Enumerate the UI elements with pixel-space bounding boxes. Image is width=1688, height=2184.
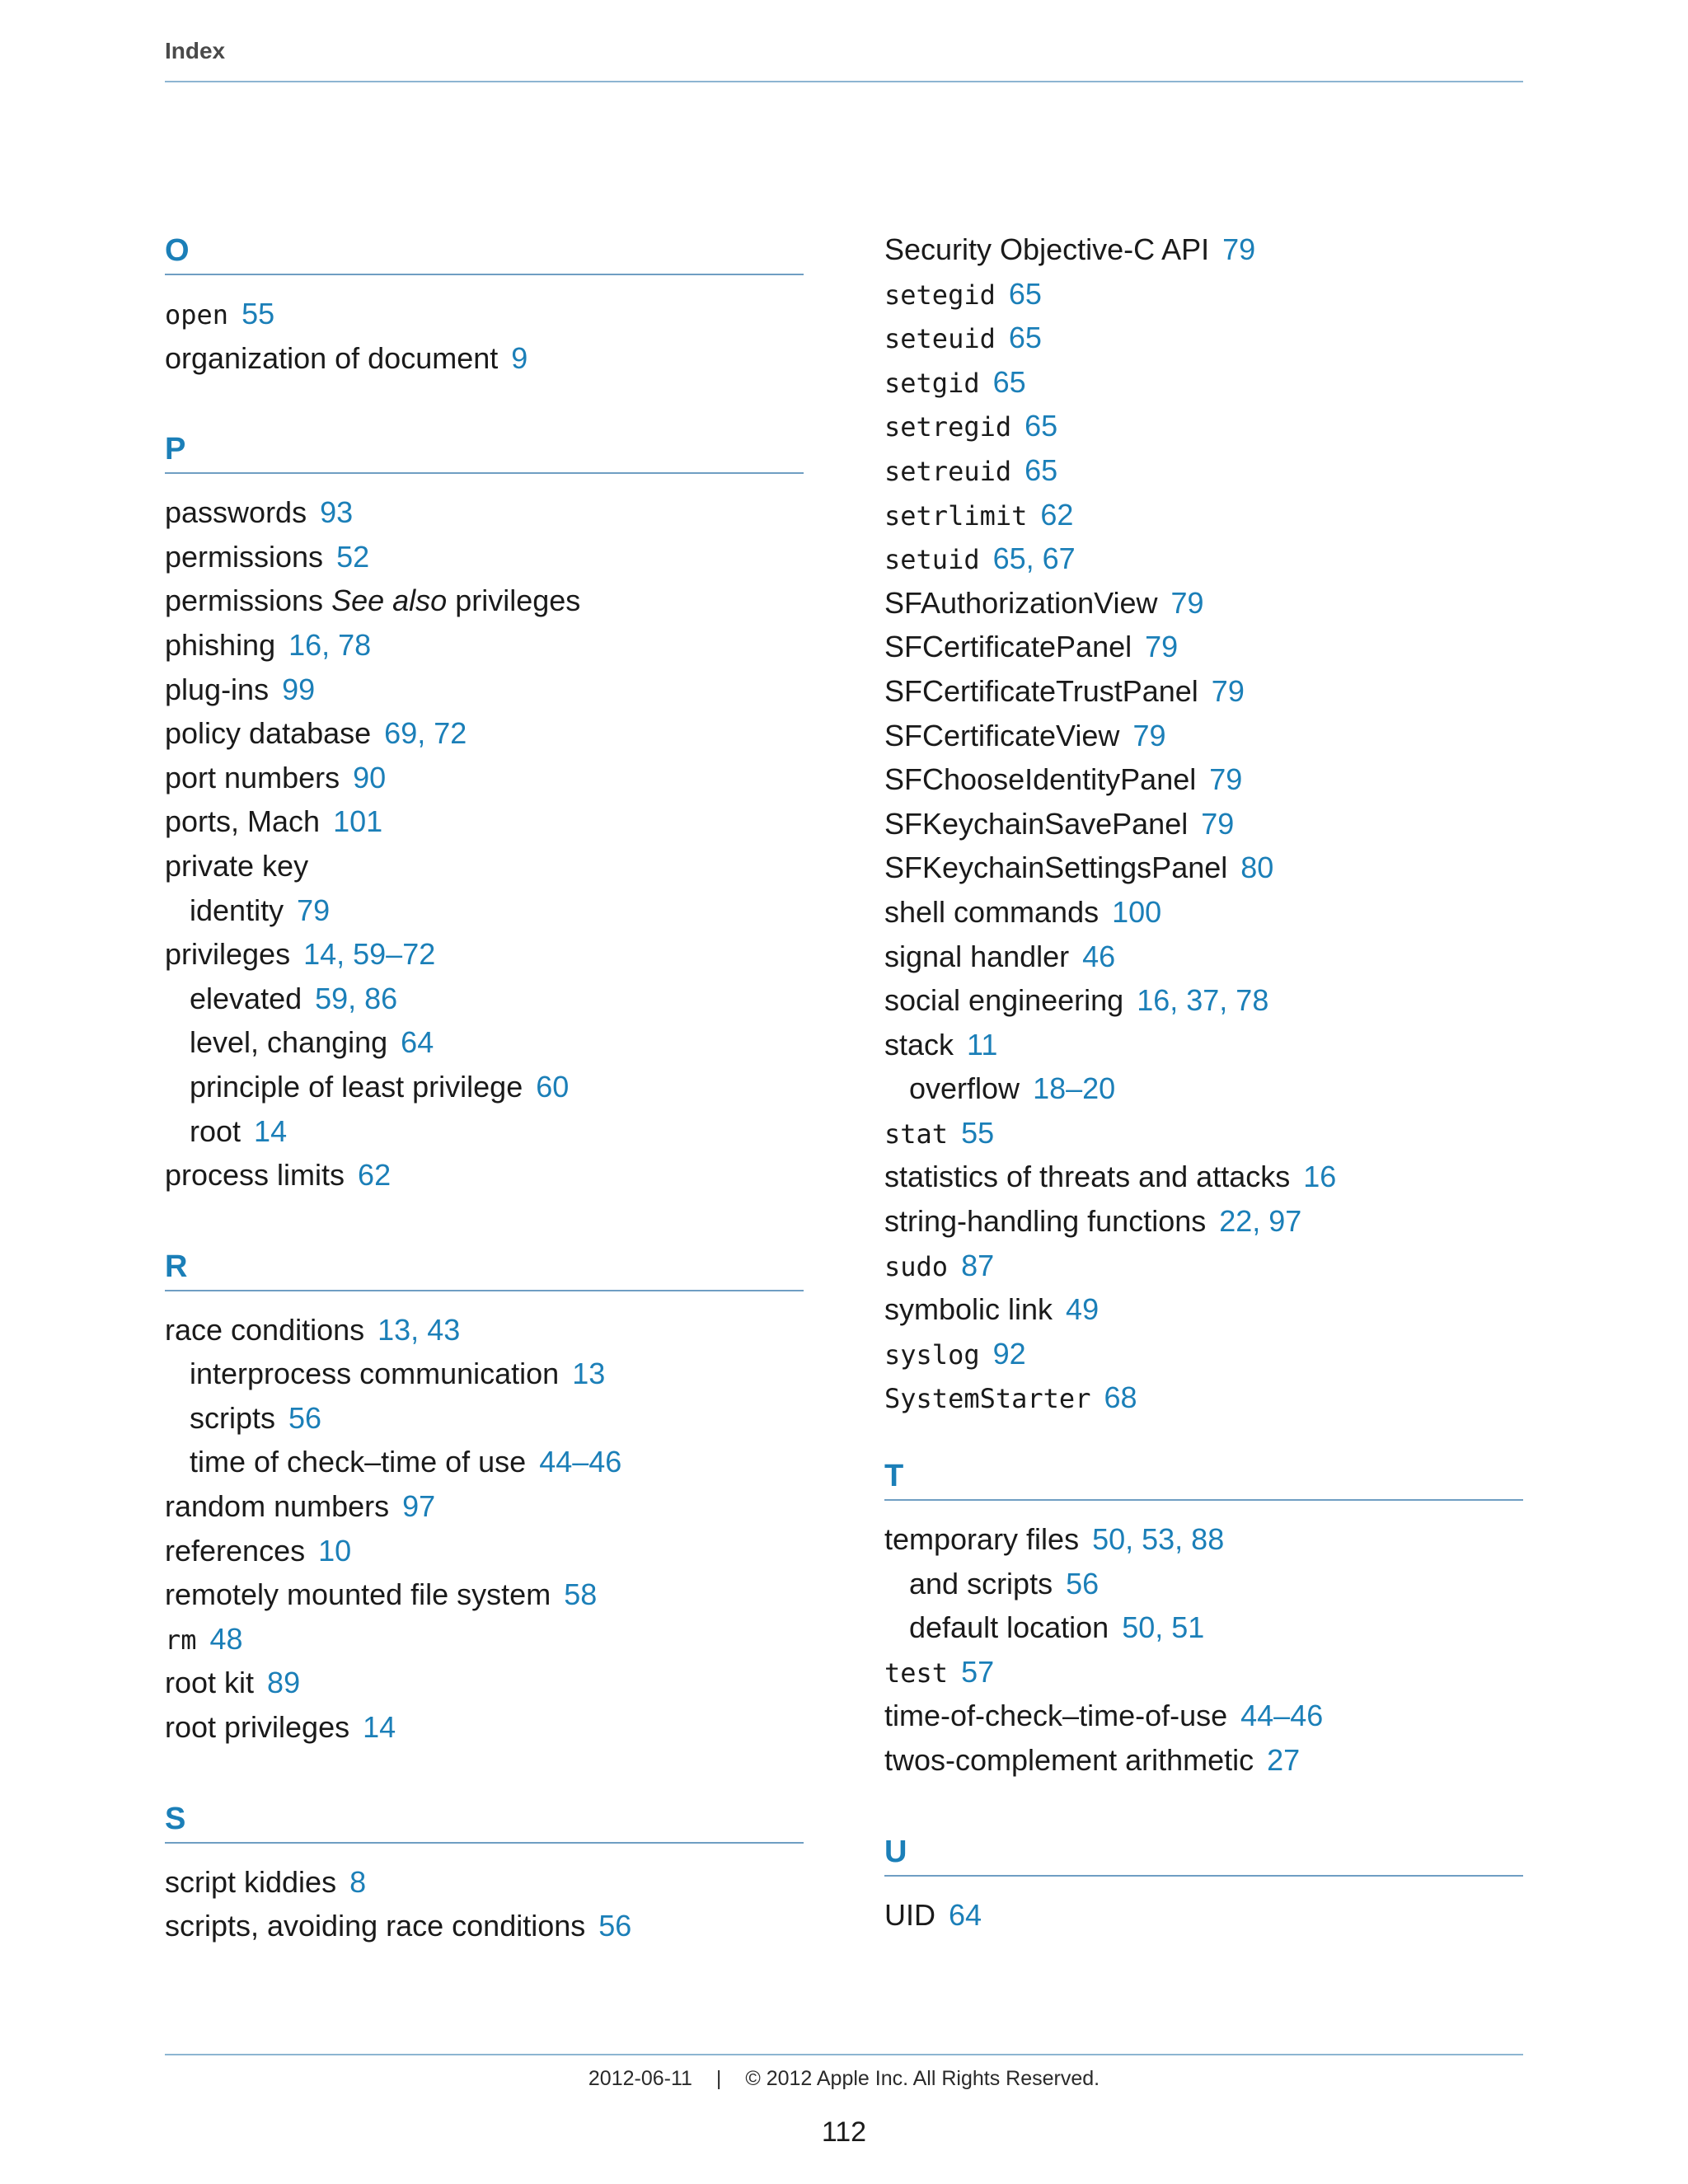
page-number: 112 — [821, 2116, 867, 2148]
index-term: seteuid — [884, 323, 996, 355]
index-subentry — [165, 977, 804, 1021]
index-entry — [165, 1572, 804, 1617]
index-subentry — [165, 1065, 804, 1109]
index-column-right — [884, 227, 1523, 1983]
index-term: references — [165, 1533, 306, 1568]
index-entry — [884, 1023, 1523, 1067]
page-reference-link[interactable]: 49 — [1066, 1292, 1100, 1327]
index-term: ports, Mach — [165, 804, 321, 839]
index-subentry — [165, 1440, 804, 1484]
section-letter-heading: S — [165, 1796, 804, 1844]
index-entry — [884, 360, 1523, 405]
section-letter-heading: T — [884, 1453, 1523, 1501]
page-reference-link[interactable]: 44–46 — [1240, 1699, 1324, 1733]
index-term: permissions — [165, 583, 324, 618]
page-reference-link[interactable]: 16, 37, 78 — [1137, 983, 1269, 1018]
index-term: test — [884, 1657, 949, 1689]
index-entry — [165, 336, 804, 381]
page-reference-link[interactable]: 65 — [1008, 321, 1042, 355]
index-term: sudo — [884, 1250, 949, 1282]
page-reference-link[interactable]: 18–20 — [1033, 1071, 1116, 1106]
index-term: policy database — [165, 716, 372, 751]
index-term: setrlimit — [884, 499, 1028, 532]
index-entry — [884, 1650, 1523, 1694]
page-reference-link[interactable]: 79 — [297, 893, 331, 927]
index-term: level, changing — [190, 1025, 388, 1060]
see-also-target: privileges — [455, 583, 581, 618]
index-entry — [165, 1661, 804, 1705]
index-term: race conditions — [165, 1312, 365, 1347]
index-term: root privileges — [165, 1710, 350, 1745]
index-term: default location — [909, 1610, 1109, 1645]
index-entry — [165, 1904, 804, 1948]
index-entry — [884, 227, 1523, 272]
index-term: plug-ins — [165, 672, 270, 706]
index-entry — [165, 1153, 804, 1197]
footer — [0, 2067, 1688, 2091]
index-entry — [884, 890, 1523, 935]
index-term: SystemStarter — [884, 1383, 1091, 1415]
header-divider — [165, 81, 1523, 82]
index-term: identity — [190, 893, 284, 927]
page-reference-link[interactable]: 92 — [992, 1336, 1026, 1371]
index-entry — [884, 757, 1523, 802]
index-term: root kit — [165, 1666, 255, 1700]
page-reference-link[interactable]: 50, 51 — [1122, 1610, 1205, 1645]
index-subentry — [165, 1109, 804, 1154]
index-entry — [884, 1517, 1523, 1562]
index-term: time-of-check–time-of-use — [884, 1699, 1228, 1733]
index-entry — [884, 537, 1523, 581]
index-term: root — [190, 1113, 241, 1148]
page-reference-link[interactable]: 79 — [1145, 630, 1179, 664]
index-entry — [165, 756, 804, 800]
index-term: and scripts — [909, 1566, 1053, 1601]
index-term: setgid — [884, 367, 980, 399]
index-entry — [165, 711, 804, 756]
page-reference-link[interactable]: 62 — [358, 1158, 392, 1193]
index-section — [165, 1244, 804, 1750]
index-term: SFChooseIdentityPanel — [884, 762, 1197, 797]
page-reference-link[interactable]: 79 — [1222, 232, 1256, 266]
page-reference-link[interactable]: 57 — [961, 1654, 995, 1689]
index-term: shell commands — [884, 894, 1100, 929]
page-reference-link[interactable]: 13, 43 — [377, 1312, 461, 1347]
index-section — [884, 1829, 1523, 1938]
index-term: rm — [165, 1624, 197, 1656]
index-term: setregid — [884, 411, 1012, 443]
index-entry — [165, 1860, 804, 1905]
index-term: time of check–time of use — [190, 1445, 527, 1479]
index-entry — [165, 579, 804, 623]
page-reference-link[interactable]: 27 — [1267, 1743, 1301, 1777]
index-entry — [884, 1199, 1523, 1244]
index-section — [884, 227, 1523, 1420]
index-entry — [165, 1705, 804, 1750]
page-reference-link[interactable]: 16, 78 — [288, 627, 372, 662]
index-entry — [884, 1111, 1523, 1155]
page-reference-link[interactable]: 69, 72 — [384, 716, 467, 751]
index-subentry — [884, 1605, 1523, 1650]
page-reference-link[interactable]: 79 — [1132, 718, 1166, 752]
index-subentry — [165, 1396, 804, 1441]
page-reference-link[interactable]: 79 — [1211, 673, 1245, 708]
index-column-left — [165, 227, 804, 1994]
page-reference-link[interactable]: 50, 53, 88 — [1092, 1522, 1225, 1557]
index-term: Security Objective-C API — [884, 232, 1210, 266]
page-reference-link[interactable]: 9 — [511, 340, 528, 375]
index-subentry — [884, 1066, 1523, 1111]
page-reference-link[interactable]: 65 — [1025, 452, 1058, 487]
page-reference-link[interactable]: 52 — [336, 539, 370, 574]
index-term: SFCertificatePanel — [884, 630, 1132, 664]
page-reference-link[interactable]: 101 — [333, 804, 383, 839]
index-entry — [884, 978, 1523, 1023]
index-term: setreuid — [884, 455, 1012, 487]
index-term: twos-complement arithmetic — [884, 1743, 1254, 1777]
index-entry — [165, 668, 804, 712]
page-reference-link[interactable]: 100 — [1112, 894, 1162, 929]
index-entry — [165, 535, 804, 579]
index-term: string-handling functions — [884, 1204, 1207, 1239]
footer-separator: | — [715, 2067, 722, 2090]
page-reference-link[interactable]: 55 — [241, 297, 275, 330]
index-entry — [884, 669, 1523, 714]
index-term: stack — [884, 1027, 954, 1062]
section-letter-heading: R — [165, 1244, 804, 1291]
index-entry — [884, 1155, 1523, 1199]
index-term: symbolic link — [884, 1292, 1053, 1327]
index-entry — [165, 292, 804, 336]
index-section — [165, 1796, 804, 1948]
page-reference-link[interactable]: 14 — [254, 1113, 288, 1148]
index-term: organization of document — [165, 340, 499, 375]
index-term: SFCertificateTrustPanel — [884, 673, 1198, 708]
index-entry — [884, 846, 1523, 890]
index-section — [165, 227, 804, 380]
page-reference-link[interactable]: 65, 67 — [992, 541, 1076, 576]
index-term: SFKeychainSettingsPanel — [884, 851, 1228, 885]
index-entry — [165, 1484, 804, 1529]
page-reference-link[interactable]: 62 — [1040, 497, 1074, 532]
index-term: interprocess communication — [190, 1357, 560, 1391]
index-term: principle of least privilege — [190, 1069, 523, 1104]
index-term: social engineering — [884, 983, 1124, 1018]
index-entry — [884, 581, 1523, 626]
page-reference-link[interactable]: 59, 86 — [315, 981, 398, 1015]
index-term: script kiddies — [165, 1864, 337, 1899]
index-entry — [165, 490, 804, 535]
index-entry — [165, 623, 804, 668]
index-term: random numbers — [165, 1489, 390, 1524]
page-reference-link[interactable]: 90 — [353, 760, 387, 794]
index-term: process limits — [165, 1158, 345, 1193]
index-entry — [165, 932, 804, 977]
index-term: scripts, avoiding race conditions — [165, 1909, 586, 1943]
page-reference-link[interactable]: 55 — [961, 1115, 995, 1150]
index-term: SFCertificateView — [884, 718, 1120, 752]
page-reference-link[interactable]: 44–46 — [539, 1445, 622, 1479]
page-reference-link[interactable]: 14 — [363, 1710, 396, 1745]
index-entry — [884, 625, 1523, 669]
page-reference-link[interactable]: 58 — [564, 1577, 598, 1612]
index-term: statistics of threats and attacks — [884, 1160, 1291, 1194]
index-term: SFAuthorizationView — [884, 585, 1158, 620]
index-term: port numbers — [165, 760, 340, 794]
index-subentry — [165, 888, 804, 933]
index-entry — [884, 404, 1523, 448]
page-reference-link[interactable]: 80 — [1240, 851, 1274, 885]
page-reference-link[interactable]: 87 — [961, 1248, 995, 1282]
page-reference-link[interactable]: 65 — [1008, 276, 1042, 311]
page-reference-link[interactable]: 79 — [1170, 585, 1204, 620]
page-reference-link[interactable]: 46 — [1082, 939, 1116, 973]
page-reference-link[interactable]: 22, 97 — [1219, 1204, 1302, 1239]
index-subentry — [165, 1020, 804, 1065]
page-reference-link[interactable]: 65 — [992, 364, 1026, 399]
index-term: elevated — [190, 981, 302, 1015]
index-entry — [884, 1376, 1523, 1420]
page-reference-link[interactable]: 79 — [1201, 806, 1235, 841]
index-term: scripts — [190, 1400, 276, 1435]
index-entry — [884, 1738, 1523, 1783]
index-entry — [884, 1244, 1523, 1288]
index-entry — [165, 1308, 804, 1352]
see-also-label: See also — [331, 583, 448, 618]
index-term: setuid — [884, 544, 980, 576]
page-reference-link[interactable]: 8 — [349, 1864, 367, 1899]
index-entry — [884, 272, 1523, 316]
index-entry — [165, 844, 804, 888]
index-entry — [165, 1617, 804, 1661]
index-term: syslog — [884, 1338, 980, 1371]
index-term: signal handler — [884, 939, 1070, 973]
index-entry — [884, 1332, 1523, 1376]
page-reference-link[interactable]: 56 — [598, 1909, 632, 1943]
running-header: Index — [165, 38, 226, 63]
index-term: privileges — [165, 937, 291, 972]
index-entry — [884, 714, 1523, 758]
index-term: phishing — [165, 627, 276, 662]
index-subentry — [165, 1352, 804, 1396]
page-reference-link[interactable]: 11 — [967, 1027, 998, 1062]
index-term: permissions — [165, 539, 324, 574]
index-term: passwords — [165, 495, 307, 530]
page-reference-link[interactable]: 56 — [1066, 1566, 1100, 1601]
index-entry — [884, 1287, 1523, 1332]
index-entry — [884, 493, 1523, 537]
footer-divider — [165, 2054, 1523, 2055]
page-reference-link[interactable]: 56 — [288, 1400, 322, 1435]
index-term: stat — [884, 1118, 949, 1150]
section-letter-heading: O — [165, 227, 804, 275]
index-subentry — [884, 1562, 1523, 1606]
page-reference-link[interactable]: 64 — [401, 1025, 434, 1060]
index-section — [884, 1453, 1523, 1783]
index-section — [165, 426, 804, 1197]
section-letter-heading: U — [884, 1829, 1523, 1877]
page-reference-link[interactable]: 13 — [572, 1357, 606, 1391]
index-entry — [884, 1694, 1523, 1738]
index-term: private key — [165, 848, 309, 883]
page-reference-link[interactable]: 14, 59–72 — [303, 937, 436, 972]
footer-copyright: © 2012 Apple Inc. All Rights Reserved. — [745, 2067, 1100, 2090]
page-reference-link[interactable]: 89 — [267, 1666, 301, 1700]
page-reference-link[interactable]: 48 — [209, 1621, 243, 1656]
section-letter-heading: P — [165, 426, 804, 474]
page-reference-link[interactable]: 10 — [318, 1533, 352, 1568]
footer-date: 2012-06-11 — [588, 2067, 692, 2090]
index-entry — [165, 799, 804, 844]
page-reference-link[interactable]: 60 — [536, 1069, 570, 1104]
page-reference-link[interactable]: 93 — [320, 495, 354, 530]
index-term: remotely mounted file system — [165, 1577, 551, 1612]
index-entry — [884, 1893, 1523, 1938]
page-reference-link[interactable]: 79 — [1209, 762, 1243, 797]
index-entry — [165, 1529, 804, 1573]
page-reference-link[interactable]: 97 — [402, 1489, 436, 1524]
page-reference-link[interactable]: 16 — [1303, 1160, 1337, 1194]
page-reference-link[interactable]: 68 — [1104, 1380, 1137, 1415]
page-reference-link[interactable]: 65 — [1025, 409, 1058, 443]
index-term: setegid — [884, 279, 996, 311]
index-term: temporary files — [884, 1522, 1080, 1557]
index-entry — [884, 316, 1523, 360]
index-term: overflow — [909, 1071, 1020, 1106]
index-term: open — [165, 299, 229, 330]
index-entry — [884, 802, 1523, 846]
index-term: UID — [884, 1897, 935, 1932]
index-entry — [884, 448, 1523, 493]
page-reference-link[interactable]: 99 — [282, 672, 316, 706]
index-term: SFKeychainSavePanel — [884, 806, 1189, 841]
index-entry — [884, 935, 1523, 979]
page-reference-link[interactable]: 64 — [949, 1897, 982, 1932]
